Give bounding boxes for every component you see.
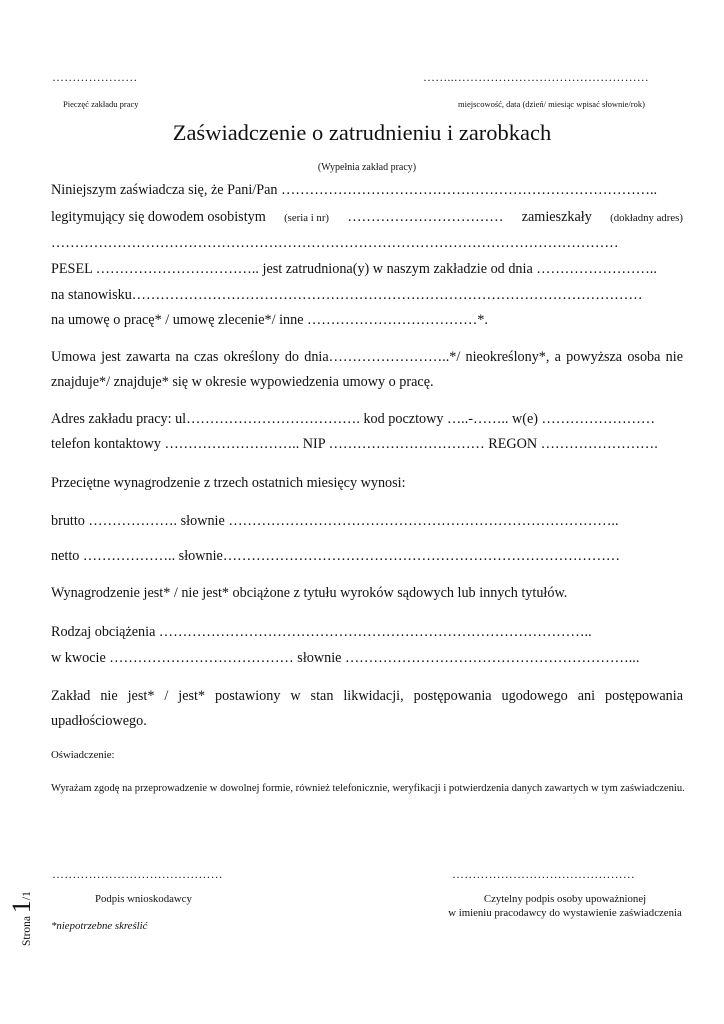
page-marker bbox=[7, 891, 37, 946]
line-net: netto ……………….. słownie………………………………………………………………………… bbox=[51, 548, 621, 564]
applicant-signature-label: Podpis wnioskodawcy bbox=[95, 893, 192, 905]
id-dots: …………………………… bbox=[347, 209, 504, 225]
line-contract-type: na umowę o pracę* / umowę zlecenie*/ inne ………………………………*. bbox=[51, 312, 488, 328]
page-current: 1 bbox=[7, 900, 36, 914]
stamp-label: Pieczęć zakładu pracy bbox=[63, 99, 139, 109]
line-salary-burden: Wynagrodzenie jest* / nie jest* obciążone z tytułu wyroków sądowych lub innych tytułów. bbox=[51, 585, 568, 601]
paragraph-liquidation: Zakład nie jest* / jest* postawiony w stan likwidacji, postępowania ugodowego ani postępowania upadłościowego. bbox=[51, 688, 683, 729]
line-id-address bbox=[51, 209, 683, 226]
page-label: Strona bbox=[21, 915, 33, 946]
id-series-note: (seria i nr) bbox=[284, 212, 330, 224]
statement-heading: Oświadczenie: bbox=[51, 749, 115, 761]
place-date-label: miejscowość, data (dzień/ miesiąc wpisać słownie/rok) bbox=[458, 99, 645, 109]
line-person: Niniejszym zaświadcza się, że Pani/Pan …………………………………………………………………….. bbox=[51, 182, 658, 198]
residence-text: zamieszkały bbox=[521, 209, 592, 225]
employer-signature-label-2: w imieniu pracodawcy do wystawienie zaświadczenia bbox=[448, 907, 682, 919]
stamp-dots: ………………… bbox=[52, 70, 138, 84]
employer-signature-dots: ……………………………………… bbox=[452, 867, 635, 881]
line-average-salary: Przeciętne wynagrodzenie z trzech ostatnich miesięcy wynosi: bbox=[51, 475, 406, 491]
page-total: /1 bbox=[21, 891, 33, 901]
applicant-signature-dots: …………………………………… bbox=[52, 867, 223, 881]
footnote: *niepotrzebne skreślić bbox=[51, 920, 148, 932]
line-burden-amount: w kwocie ………………………………… słownie ……………………………………………………... bbox=[51, 650, 640, 666]
statement-text: Wyrażam zgodę na przeprowadzenie w dowolnej formie, również telefonicznie, weryfikacji i potwierdzenia danych zawartych w tym zaświadczeniu. bbox=[51, 783, 685, 794]
line-phone-nip-regon: telefon kontaktowy ……………………….. NIP …………………………… REGON ……………………. bbox=[51, 436, 658, 452]
line-employer-address: Adres zakładu pracy: ul………………………………. kod pocztowy …..-…….. w(e) …………………… bbox=[51, 411, 656, 427]
paragraph-contract-term: Umowa jest zawarta na czas określony do dnia……………………..*/ nieokreślony*, a powyższa osoba nie znajduje*/ znajduje* się w okresie wypowiedzenia umowy o pracę. bbox=[51, 349, 683, 390]
line-pesel: PESEL …………………………….. jest zatrudniona(y) w naszym zakładzie od dnia …………………….. bbox=[51, 261, 657, 277]
line-burden-type: Rodzaj obciążenia ……………………………………………………………………………….. bbox=[51, 624, 592, 640]
id-text: legitymujący się dowodem osobistym bbox=[51, 209, 266, 225]
document-subtitle: (Wypełnia zakład pracy) bbox=[317, 162, 417, 173]
employer-signature-label-1: Czytelny podpis osoby upoważnionej bbox=[483, 893, 647, 905]
address-note: (dokładny adres) bbox=[610, 212, 683, 224]
document-title: Zaświadczenie o zatrudnieniu i zarobkach bbox=[172, 120, 552, 145]
line-address-dots: ………………………………………………………………………………………………………… bbox=[51, 235, 619, 251]
place-date-dots: ……..………………………………………… bbox=[423, 70, 649, 84]
line-position: na stanowisku……………………………………………………………………………………………… bbox=[51, 287, 643, 303]
line-gross: brutto ………………. słownie ……………………………………………………………………….. bbox=[51, 513, 619, 529]
